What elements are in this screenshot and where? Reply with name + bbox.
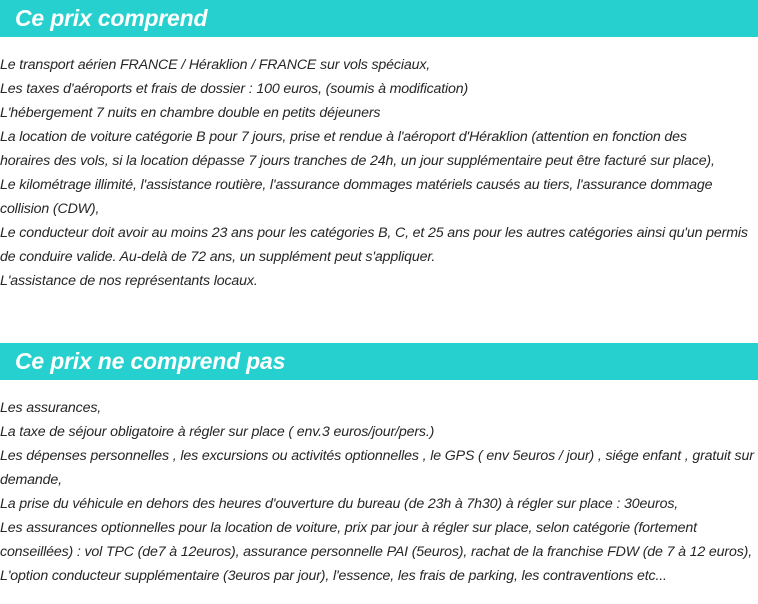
list-item: La location de voiture catégorie B pour 7 jours, prise et rendue à l'aéroport d'Héraklion (attention en fonction des: [0, 129, 687, 145]
included-list: [0, 37, 758, 293]
list-item: Le kilométrage illimité, l'assistance routière, l'assurance dommages matériels causés au tiers, l'assurance dommage: [0, 177, 713, 193]
list-item: de conduire valide. Au-delà de 72 ans, un supplément peut s'appliquer.: [0, 249, 436, 265]
list-item: L'assistance de nos représentants locaux.: [0, 273, 258, 289]
list-item: Les dépenses personnelles , les excursions ou activités optionnelles , le GPS ( env 5euros / jour) , siége enfant , gratuit sur: [0, 448, 754, 464]
list-item: horaires des vols, si la location dépasse 7 jours tranches de 24h, un jour supplémentaire peut être facturé sur place),: [0, 153, 715, 169]
section-title: Ce prix comprend: [15, 5, 208, 31]
section-prix-comprend: [0, 0, 758, 293]
list-item: La taxe de séjour obligatoire à régler sur place ( env.3 euros/jour/pers.): [0, 424, 435, 440]
list-item: demande,: [0, 472, 62, 488]
section-header-band: [0, 343, 758, 380]
excluded-list: [0, 380, 758, 588]
list-item: Les assurances optionnelles pour la location de voiture, prix par jour à régler sur place, selon catégorie (fortement: [0, 520, 697, 536]
list-item: Le transport aérien FRANCE / Héraklion / FRANCE sur vols spéciaux,: [0, 57, 431, 73]
list-item: Les taxes d'aéroports et frais de dossier : 100 euros, (soumis à modification): [0, 81, 469, 97]
list-item: conseillées) : vol TPC (de7 à 12euros), assurance personnelle PAI (5euros), rachat de la franchise FDW (de 7 à 12 euros),: [0, 544, 753, 560]
list-item: L'hébergement 7 nuits en chambre double en petits déjeuners: [0, 105, 381, 121]
list-item: collision (CDW),: [0, 201, 100, 217]
list-item: Le conducteur doit avoir au moins 23 ans pour les catégories B, C, et 25 ans pour les autres catégories ainsi qu'un permis: [0, 225, 748, 241]
list-item: La prise du véhicule en dehors des heures d'ouverture du bureau (de 23h à 7h30) à régler sur place : 30euros,: [0, 496, 679, 512]
section-prix-ne-comprend-pas: [0, 343, 758, 588]
section-title: Ce prix ne comprend pas: [15, 348, 286, 374]
list-item: Les assurances,: [0, 400, 102, 416]
section-header-band: [0, 0, 758, 37]
list-item: L'option conducteur supplémentaire (3euros par jour), l'essence, les frais de parking, les contraventions etc...: [0, 568, 667, 584]
